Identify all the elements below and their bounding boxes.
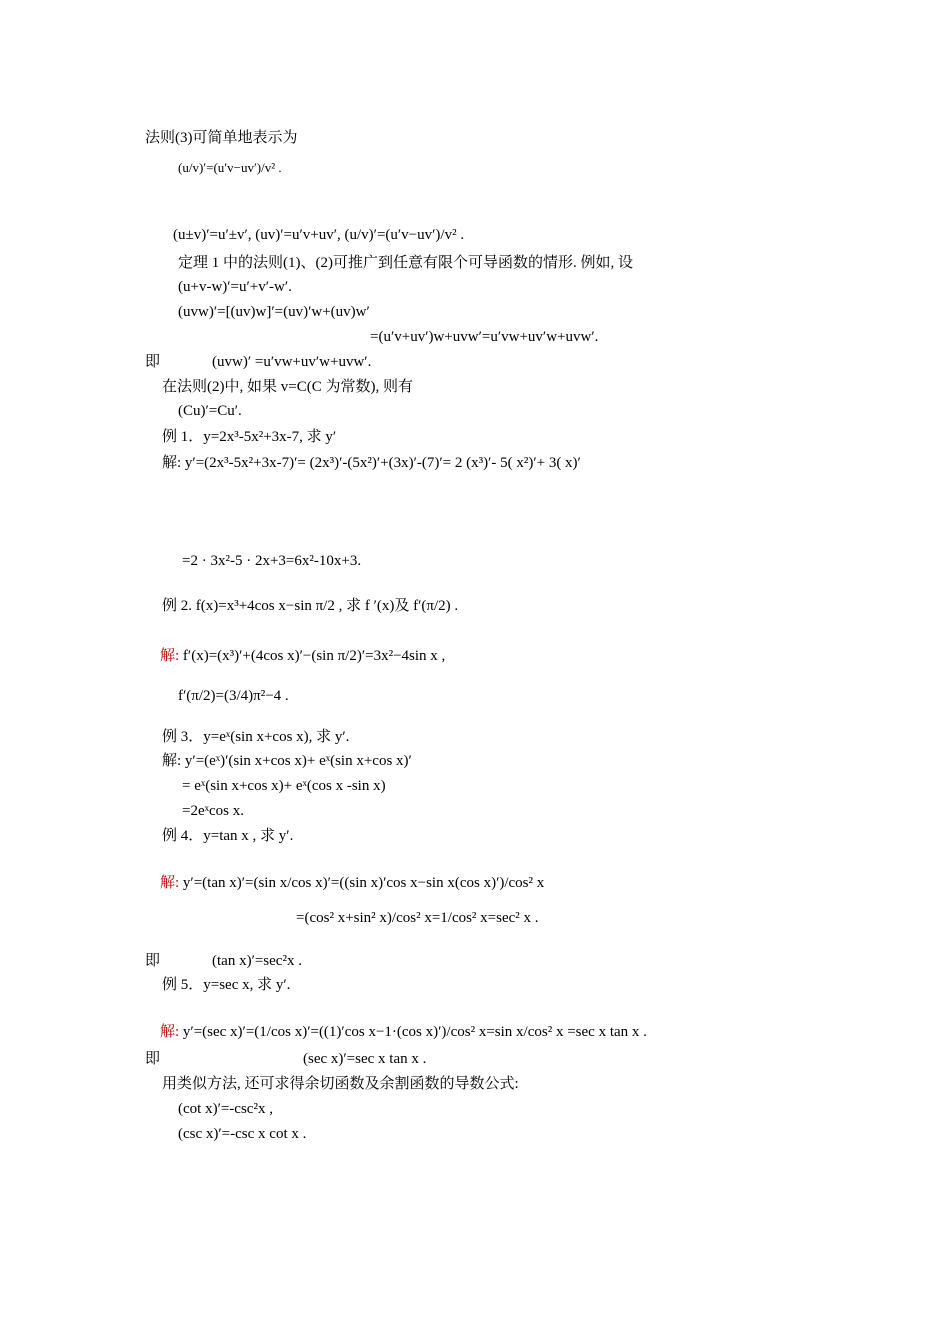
formula-product-three-result: (uvw)′ =u′vw+uv′w+uvw′. (212, 354, 372, 370)
formula-cot-derivative: (cot x)′=-csc²x , (178, 1101, 273, 1117)
example-3-result: =2eˣcos x. (182, 803, 244, 819)
example-1-result: =2 · 3x²-5 · 2x+3=6x²-10x+3. (182, 553, 362, 569)
example-4-result: =(cos² x+sin² x)/cos² x=1/cos² x=sec² x . (296, 910, 539, 926)
example-4-statement: 例 4．y=tan x , 求 y′. (162, 828, 294, 844)
example-2-statement: 例 2. f(x)=x³+4cos x−sin π/2 , 求 f ′(x)及 f′(π/2) . (162, 598, 459, 614)
example-5-solution: 解: y′=(sec x)′=(1/cos x)′=((1)′cos x−1·(cos x)′)/cos² x=sin x/cos² x =sec x tan x . (160, 1024, 647, 1040)
formula-rules-summary: (u±v)′=u′±v′, (uv)′=u′v+uv′, (u/v)′=(u′v−uv′)/v² . (173, 227, 465, 243)
example-2-solution: 解: f′(x)=(x³)′+(4cos x)′−(sin π/2)′=3x²−4sin x , (160, 648, 446, 664)
line-rule3-intro: 法则(3)可简单地表示为 (145, 130, 298, 146)
line-similar-method: 用类似方法, 还可求得余切函数及余割函数的导数公式: (162, 1076, 519, 1092)
example-5-statement: 例 5．y=sec x, 求 y′. (162, 977, 291, 993)
example-3-statement: 例 3．y=eˣ(sin x+cos x), 求 y′. (162, 729, 350, 745)
example-1-solution: 解: y′=(2x³-5x²+3x-7)′= (2x³)′-(5x²)′+(3x)′-(7)′= 2 (x³)′- 5( x²)′+ 3( x)′ (162, 455, 581, 471)
example-1-statement: 例 1．y=2x³-5x²+3x-7, 求 y′ (162, 429, 337, 445)
formula-csc-derivative: (csc x)′=-csc x cot x . (178, 1126, 307, 1142)
label-ji-2: 即 (145, 953, 161, 969)
formula-sec-derivative: (sec x)′=sec x tan x . (303, 1051, 427, 1067)
example-2-result: f′(π/2)=(3/4)π²−4 . (178, 688, 289, 704)
formula-product-three-step2: =(u′v+uv′)w+uvw′=u′vw+uv′w+uvw′. (370, 329, 599, 345)
example-3-solution-step1: 解: y′=(eˣ)′(sin x+cos x)+ eˣ(sin x+cos x)′ (162, 753, 412, 769)
example-4-solution: 解: y′=(tan x)′=(sin x/cos x)′=((sin x)′cos x−sin x(cos x)′)/cos² x (160, 875, 545, 891)
formula-product-three-step1: (uvw)′=[(uv)w]′=(uv)′w+(uv)w′ (178, 304, 370, 320)
example-3-solution-step2: = eˣ(sin x+cos x)+ eˣ(cos x -sin x) (182, 778, 386, 794)
label-ji-3: 即 (145, 1051, 161, 1067)
formula-tan-derivative: (tan x)′=sec²x . (212, 953, 302, 969)
formula-sum-three: (u+v-w)′=u′+v′-w′. (178, 279, 292, 295)
label-ji: 即 (145, 354, 161, 370)
line-theorem-generalization: 定理 1 中的法则(1)、(2)可推广到任意有限个可导函数的情形. 例如, 设 (178, 255, 633, 271)
formula-quotient-rule-display: (u/v)′=(u′v−uv′)/v² . (178, 160, 282, 175)
line-constant-case: 在法则(2)中, 如果 v=C(C 为常数), 则有 (162, 379, 413, 395)
formula-constant-multiple: (Cu)′=Cu′. (178, 403, 242, 419)
